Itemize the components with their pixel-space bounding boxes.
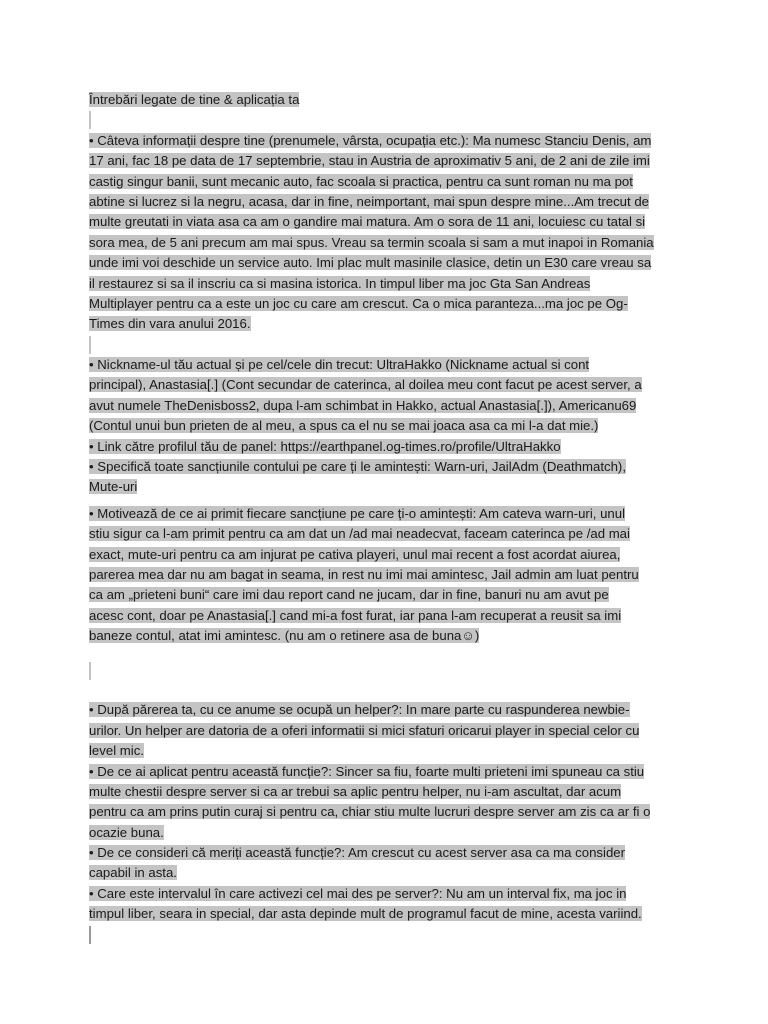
text-line xyxy=(89,700,679,720)
highlighted-text: ca am „prieteni buni“ care imi dau report cand ne jucam, dar in fine, banuri nu am avut pe xyxy=(89,587,609,603)
text-line xyxy=(89,802,679,822)
highlighted-text: multe greutati in viata asa ca am o gandire mai matura. Am o sora de 11 ani, locuiesc cu tatal si xyxy=(89,214,646,230)
highlighted-text: (Contul unui bun prieten de al meu, a spus ca el nu se mai joaca asa ca mi l-a dat mie.) xyxy=(89,418,599,434)
text-line xyxy=(89,884,679,904)
text-line xyxy=(89,192,679,212)
highlighted-text: sora mea, de 5 ani precum am mai spus. Vreau sa termin scoala si sam a mut inapoi in Romania xyxy=(89,234,654,250)
paragraph-sanctions-motivation xyxy=(89,504,679,647)
highlighted-text: 17 ani, fac 18 pe data de 17 septembrie, stau in Austria de aproximativ 5 ani, de 2 ani de zile imi xyxy=(89,153,650,169)
highlighted-text: stiu sigur ca l-am primit pentru ca am dat un /ad mai neadecvat, faceam caterinca pe /ad mai xyxy=(89,526,630,542)
text-line xyxy=(89,172,679,192)
text-line xyxy=(89,843,679,863)
text-line xyxy=(89,151,679,171)
text-line xyxy=(89,762,679,782)
empty-paragraph-marker xyxy=(89,662,91,680)
text-line xyxy=(89,396,679,416)
highlighted-text: • Câteva informații despre tine (prenumele, vârsta, ocupația etc.): Ma numesc Stanciu Denis, am xyxy=(89,132,652,148)
empty-paragraph-marker xyxy=(89,681,91,699)
highlighted-text: principal), Anastasia[.] (Cont secundar de caterinca, al doilea meu cont facut pe acest server, a xyxy=(89,377,642,393)
highlighted-text: pentru ca am prins putin curaj si pentru ca, chiar stiu multe lucruri despre server am zis ca ar fi o xyxy=(89,804,651,820)
text-line xyxy=(89,253,679,273)
document-title: Întrebări legate de tine & aplicația ta xyxy=(89,92,300,107)
highlighted-text: unde imi voi deschide un service auto. Imi plac mult masinile clasice, detin un E30 care vreau sa xyxy=(89,255,652,271)
highlighted-text: • Nickname-ul tău actual și pe cel/cele din trecut: UltraHakko (Nickname actual si cont xyxy=(89,357,590,373)
highlighted-text: timpul liber, seara in special, dar asta depinde mult de programul facut de mine, acesta variind. xyxy=(89,906,642,922)
paragraph-panel-link xyxy=(89,437,679,457)
text-line xyxy=(89,782,679,802)
highlighted-text: acesc cont, doar pe Anastasia[.] cand mi-a fost furat, iar pana l-am recuperat a reusit sa imi xyxy=(89,607,622,623)
text-line xyxy=(89,904,679,924)
text-line xyxy=(89,741,679,761)
text-line xyxy=(89,721,679,741)
text-line xyxy=(89,863,679,883)
text-line xyxy=(89,437,679,457)
highlighted-text: level mic. xyxy=(89,743,144,759)
text-line xyxy=(89,355,679,375)
text-line xyxy=(89,823,679,843)
highlighted-text: Mute-uri xyxy=(89,479,138,495)
highlighted-text: • De ce consideri că meriți această funcție?: Am crescut cu acest server asa ca ma consider xyxy=(89,845,626,861)
text-line xyxy=(89,504,679,524)
highlighted-text: abtine si lucrez si la negru, acasa, dar in fine, neimportant, mai spun despre mine...Am trecut de xyxy=(89,193,650,209)
paragraph-personal-info xyxy=(89,131,679,335)
text-line xyxy=(89,416,679,436)
empty-paragraph-marker xyxy=(89,336,91,354)
text-line xyxy=(89,131,679,151)
text-line xyxy=(89,233,679,253)
highlighted-text: multe chestii despre server si ca ar trebui sa aplic pentru helper, nu i-am ascultat, dar acum xyxy=(89,783,622,799)
text-line xyxy=(89,314,679,334)
highlighted-text: castig singur banii, sunt mecanic auto, fac scoala si practica, pentru ca sunt roman nu ma pot xyxy=(89,173,633,189)
paragraph-nickname xyxy=(89,355,679,437)
text-line xyxy=(89,545,679,565)
document-body[interactable] xyxy=(89,90,679,945)
text-line xyxy=(89,457,679,477)
highlighted-text: • Link către profilul tău de panel: https://earthpanel.og-times.ro/profile/UltraHakko xyxy=(89,438,561,454)
text-line xyxy=(89,626,679,646)
highlighted-text: Times din vara anului 2016. xyxy=(89,316,251,332)
text-line xyxy=(89,585,679,605)
paragraph-helper-role xyxy=(89,700,679,761)
paragraph-sanctions xyxy=(89,457,679,498)
text-line xyxy=(89,565,679,585)
highlighted-text: • Specifică toate sancțiunile contului pe care ți le amintești: Warn-uri, JailAdm (Deathmatch), xyxy=(89,459,626,475)
highlighted-text: • Care este intervalul în care activezi cel mai des pe server?: Nu am un interval fix, ma joc in xyxy=(89,885,627,901)
text-line xyxy=(89,375,679,395)
text-line xyxy=(89,212,679,232)
text-line xyxy=(89,606,679,626)
text-cursor xyxy=(89,926,91,944)
highlighted-text: ocazie buna. xyxy=(89,824,164,840)
highlighted-text: Multiplayer pentru ca a este un joc cu care am crescut. Ca o mica paranteza...ma joc pe Og- xyxy=(89,295,628,311)
paragraph-why-apply xyxy=(89,762,679,844)
highlighted-text: avut numele TheDenisboss2, dupa l-am schimbat in Hakko, actual Anastasia[.]), Americanu69 xyxy=(89,397,637,413)
text-line xyxy=(89,274,679,294)
text-line xyxy=(89,294,679,314)
highlighted-text: • După părerea ta, cu ce anume se ocupă un helper?: In mare parte cu raspunderea newbie- xyxy=(89,702,630,718)
paragraph-activity-interval xyxy=(89,884,679,925)
highlighted-text: exact, mute-uri pentru ca am injurat pe cativa playeri, unul mai recent a fost acordat aiurea, xyxy=(89,546,621,562)
paragraph-why-deserve xyxy=(89,843,679,884)
highlighted-text: baneze contul, atat imi amintesc. (nu am o retinere asa de buna☺) xyxy=(89,628,480,644)
highlighted-text: • De ce ai aplicat pentru această funcție?: Sincer sa fiu, foarte multi prieteni imi spuneau ca stiu xyxy=(89,763,645,779)
text-line xyxy=(89,477,679,497)
highlighted-text: capabil in asta. xyxy=(89,865,177,881)
text-line xyxy=(89,524,679,544)
highlighted-text: parerea mea dar nu am bagat in seama, in rest nu imi mai amintesc, Jail admin am luat pentru xyxy=(89,566,639,582)
highlighted-text: il restaurez si sa il inscriu ca si masina istorica. In timpul liber ma joc Gta San Andreas xyxy=(89,275,591,291)
highlighted-text: urilor. Un helper are datoria de a oferi informatii si mici sfaturi oricarui player in special celor cu xyxy=(89,722,640,738)
empty-paragraph-marker xyxy=(89,111,91,129)
highlighted-text: • Motivează de ce ai primit fiecare sancțiune pe care ți-o amintești: Am cateva warn-uri, unul xyxy=(89,505,626,521)
